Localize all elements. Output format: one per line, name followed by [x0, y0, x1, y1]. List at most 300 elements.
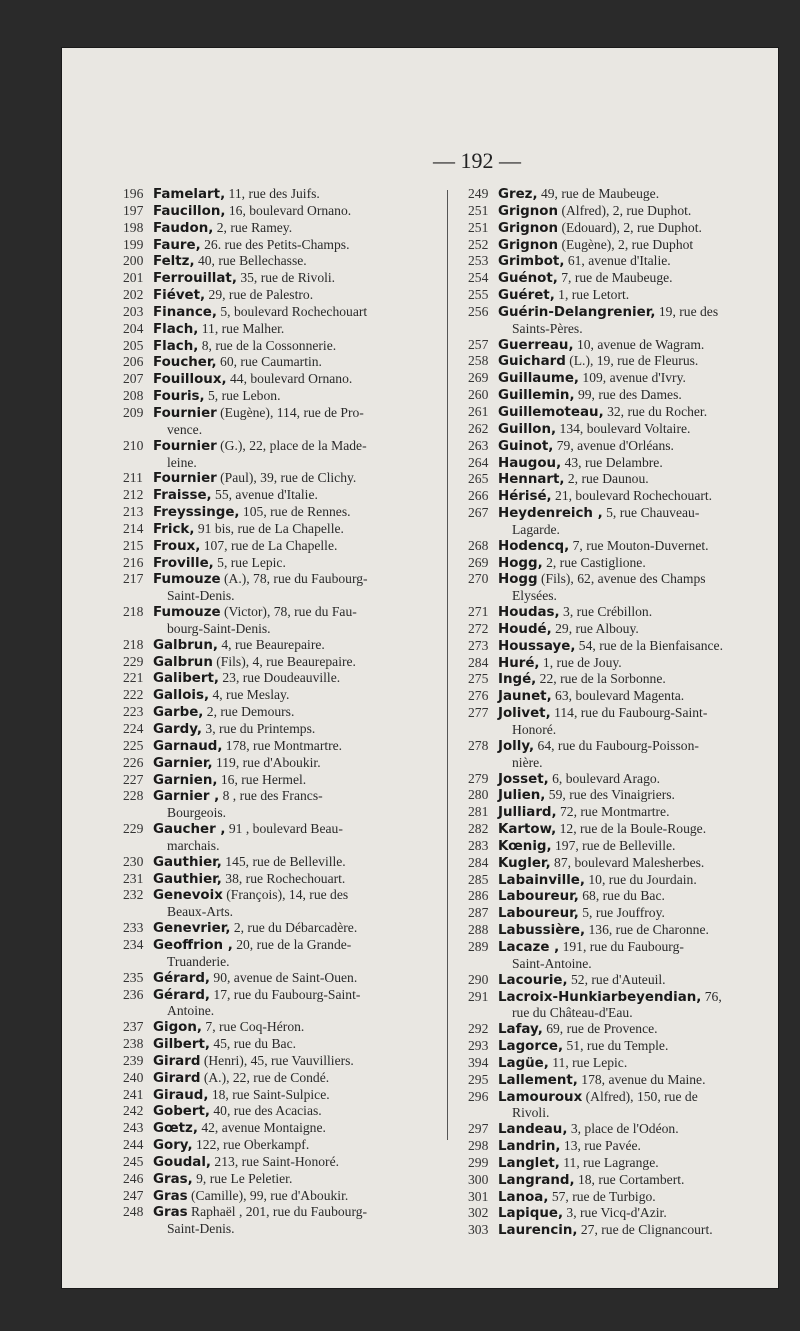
- directory-entry: [123, 821, 435, 854]
- entry-number: 273: [468, 637, 489, 653]
- entry-text: [153, 1103, 435, 1120]
- entry-text: [153, 1154, 435, 1171]
- entry-name: Genevrier,: [153, 921, 231, 937]
- entry-address: 61, avenue d'Italie.: [564, 253, 671, 269]
- entry-number: 257: [468, 336, 489, 352]
- entry-number: 287: [468, 905, 489, 921]
- entry-number: 224: [123, 721, 144, 736]
- entry-text: [153, 220, 435, 237]
- directory-entry: [123, 538, 435, 555]
- entry-text: [153, 687, 435, 704]
- entry-address: 213, rue Saint-Honoré.: [211, 1153, 340, 1169]
- entry-text: [153, 405, 435, 438]
- entry-text: [153, 670, 435, 687]
- entry-address: 5, rue Lepic.: [213, 554, 286, 570]
- entry-name: Haugou,: [498, 455, 562, 471]
- directory-entry: [468, 1072, 788, 1089]
- entry-text: [153, 1070, 435, 1087]
- entry-name: Grez,: [498, 187, 538, 202]
- entry-number: 260: [468, 387, 489, 403]
- entry-address: 99, rue des Dames.: [574, 387, 682, 403]
- entry-name: Hennart,: [498, 472, 565, 488]
- directory-entry: [468, 1021, 788, 1038]
- entry-name: Jolivet,: [498, 706, 551, 722]
- entry-name: Guillemoteau,: [498, 404, 604, 420]
- entry-address: 3, rue Vicq-d'Azir.: [563, 1205, 667, 1221]
- entry-text: [498, 638, 788, 655]
- entry-name: Galbrun: [153, 654, 213, 670]
- entry-number: 302: [468, 1205, 489, 1221]
- entry-name: Gaucher ,: [153, 822, 226, 838]
- entry-address: 72, rue Montmartre.: [556, 804, 670, 820]
- entry-name: Galbrun,: [153, 637, 218, 653]
- entry-number: 291: [468, 988, 489, 1004]
- entry-address: 119, rue d'Aboukir.: [212, 754, 321, 770]
- entry-address: 11, rue Lagrange.: [559, 1154, 659, 1170]
- entry-name: Gigon,: [153, 1020, 202, 1036]
- entry-name: Gérard,: [153, 987, 210, 1003]
- entry-number: 217: [123, 571, 144, 587]
- entry-number: 213: [123, 504, 144, 520]
- directory-entry: [123, 854, 435, 871]
- entry-address: 45, rue du Bac.: [209, 1036, 297, 1052]
- entry-text: [153, 1120, 435, 1137]
- directory-entry: [123, 371, 435, 388]
- entry-number: 245: [123, 1153, 144, 1169]
- entry-address: (François), 14, rue des: [222, 887, 349, 903]
- directory-entry: [468, 438, 788, 455]
- entry-number: 214: [123, 520, 144, 536]
- entry-number: 288: [468, 922, 489, 938]
- entry-address: 55, avenue d'Italie.: [211, 487, 318, 503]
- entry-name: Laboureur,: [498, 906, 579, 922]
- entry-address-continuation: Saints-Pères.: [512, 320, 583, 336]
- page-number: — 192 —: [433, 148, 521, 173]
- entry-number: 230: [123, 853, 144, 869]
- entry-number: 199: [123, 236, 144, 252]
- entry-number: 246: [123, 1170, 144, 1186]
- entry-text: [498, 872, 788, 889]
- directory-entry: [123, 987, 435, 1020]
- entry-address: 3, rue Crébillon.: [559, 604, 653, 620]
- entry-name: Houssaye,: [498, 638, 576, 654]
- entry-name: Kugler,: [498, 855, 551, 871]
- entry-name: Grignon: [498, 203, 559, 219]
- directory-entry: [468, 821, 788, 838]
- entry-name: Fournier: [153, 471, 217, 487]
- entry-name: Ingé,: [498, 672, 537, 688]
- directory-entry: [468, 888, 788, 905]
- entry-address: 12, rue de la Boule-Rouge.: [556, 821, 707, 837]
- entry-name: Langrand,: [498, 1172, 575, 1188]
- entry-text: [498, 404, 788, 421]
- directory-entry: [123, 1053, 435, 1070]
- entry-address: 11, rue Malher.: [198, 320, 285, 336]
- directory-entry: [468, 922, 788, 939]
- directory-entry: [123, 487, 435, 504]
- entry-number: 262: [468, 420, 489, 436]
- directory-entry: [123, 388, 435, 405]
- directory-entry: [468, 872, 788, 889]
- directory-entry: [468, 989, 788, 1022]
- entry-name: Finance,: [153, 304, 217, 320]
- entry-address: 29, rue de Palestro.: [205, 287, 314, 303]
- directory-entry: [123, 438, 435, 471]
- entry-address: 68, rue du Bac.: [578, 888, 665, 904]
- directory-entry: [123, 738, 435, 755]
- entry-number: 226: [123, 754, 144, 770]
- entry-address-continuation: Beaux-Arts.: [167, 904, 234, 920]
- directory-entry: [123, 504, 435, 521]
- directory-entry: [468, 404, 788, 421]
- directory-entry: [468, 688, 788, 705]
- directory-entry: [123, 186, 435, 203]
- directory-entry: [123, 1103, 435, 1120]
- entry-number: 251: [468, 219, 489, 235]
- entry-number: 271: [468, 604, 489, 620]
- entry-address: 16, boulevard Ornano.: [225, 202, 352, 218]
- directory-entry: [123, 1019, 435, 1036]
- entry-number: 280: [468, 787, 489, 803]
- directory-entry: [468, 972, 788, 989]
- directory-entry: [468, 220, 788, 237]
- entry-address: 40, rue Bellechasse.: [194, 253, 307, 269]
- entry-name: Ferrouillat,: [153, 271, 237, 287]
- entry-name: Fournier: [153, 405, 217, 421]
- entry-address: 35, rue de Rivoli.: [236, 270, 336, 286]
- entry-text: [153, 987, 435, 1020]
- entry-text: [153, 388, 435, 405]
- entry-text: [153, 371, 435, 388]
- entry-name: Gory,: [153, 1138, 193, 1154]
- entry-name: Landeau,: [498, 1122, 568, 1138]
- entry-name: Grignon: [498, 220, 559, 236]
- entry-text: [498, 505, 788, 538]
- entry-text: [498, 421, 788, 438]
- entry-address: 145, rue de Belleville.: [221, 853, 346, 869]
- entry-number: 267: [468, 505, 489, 521]
- directory-entry: [468, 488, 788, 505]
- entry-number: 296: [468, 1088, 489, 1104]
- entry-address: 105, rue de Rennes.: [239, 504, 351, 520]
- entry-number: 289: [468, 938, 489, 954]
- entry-number: 209: [123, 404, 144, 420]
- directory-entry: [123, 654, 435, 671]
- entry-name: Fumouze: [153, 605, 221, 621]
- entry-text: [498, 337, 788, 354]
- entry-address: 7, rue Coq-Héron.: [202, 1019, 305, 1035]
- entry-number: 210: [123, 437, 144, 453]
- directory-entry: [468, 337, 788, 354]
- directory-entry: [123, 788, 435, 821]
- directory-entry: [468, 387, 788, 404]
- entry-text: [153, 1036, 435, 1053]
- entry-number: 208: [123, 388, 144, 404]
- entry-number: 255: [468, 287, 489, 303]
- entry-text: [498, 220, 788, 237]
- entry-text: [153, 354, 435, 371]
- entry-number: 228: [123, 788, 144, 804]
- entry-name: Guillaume,: [498, 371, 579, 387]
- entry-number: 281: [468, 804, 489, 820]
- entry-name: Houdas,: [498, 605, 560, 621]
- entry-address: (Edouard), 2, rue Duphot.: [558, 219, 702, 235]
- entry-address: (Paul), 39, rue de Clichy.: [216, 470, 357, 486]
- entry-address-continuation: Saint-Antoine.: [512, 955, 592, 971]
- entry-number: 256: [468, 303, 489, 319]
- entry-name: Genevoix: [153, 888, 223, 904]
- entry-address: 2, rue Castiglione.: [542, 554, 646, 570]
- entry-number: 282: [468, 821, 489, 837]
- directory-entry: [468, 421, 788, 438]
- directory-entry: [468, 1172, 788, 1189]
- entry-number: 284: [468, 654, 489, 670]
- entry-name: Hogg,: [498, 555, 543, 571]
- entry-name: Girard: [153, 1070, 201, 1086]
- entry-number: 229: [123, 653, 144, 669]
- entry-address: 79, avenue d'Orléans.: [553, 437, 674, 453]
- entry-number: 300: [468, 1171, 489, 1187]
- entry-number: 252: [468, 236, 489, 252]
- entry-address-continuation: Lagarde.: [512, 521, 560, 537]
- entry-number: 223: [123, 704, 144, 720]
- directory-entry: [468, 855, 788, 872]
- entry-number: 297: [468, 1121, 489, 1137]
- entry-name: Lafay,: [498, 1022, 543, 1038]
- entry-text: [498, 270, 788, 287]
- entry-text: [498, 571, 788, 604]
- entry-text: [498, 1055, 788, 1072]
- directory-entry: [123, 670, 435, 687]
- entry-number: 283: [468, 837, 489, 853]
- directory-entry: [123, 555, 435, 572]
- entry-text: [153, 788, 435, 821]
- entry-address: (L.), 19, rue de Fleurus.: [565, 353, 699, 369]
- entry-name: Labainville,: [498, 872, 585, 888]
- entry-address: 134, boulevard Voltaire.: [556, 420, 691, 436]
- entry-text: [153, 970, 435, 987]
- right-column: [468, 186, 788, 1239]
- entry-text: [153, 321, 435, 338]
- entry-number: 266: [468, 488, 489, 504]
- entry-text: [153, 487, 435, 504]
- entry-text: [153, 920, 435, 937]
- entry-name: Gardy,: [153, 722, 202, 737]
- entry-name: Gallois,: [153, 688, 210, 704]
- entry-address: 197, rue de Belleville.: [551, 837, 676, 853]
- directory-entry: [468, 538, 788, 555]
- directory-entry: [468, 505, 788, 538]
- entry-text: [498, 186, 788, 203]
- entry-address: (A.), 22, rue de Condé.: [200, 1069, 330, 1085]
- entry-name: Geoffrion ,: [153, 937, 233, 953]
- entry-address: 5, rue Chauveau-: [602, 505, 700, 521]
- directory-entry: [123, 755, 435, 772]
- entry-number: 235: [123, 969, 144, 985]
- entry-number: 200: [123, 253, 144, 269]
- directory-entry: [468, 571, 788, 604]
- entry-number: 292: [468, 1021, 489, 1037]
- entry-name: Lagorce,: [498, 1039, 564, 1055]
- entry-address: 8, rue de la Cossonnerie.: [198, 337, 337, 353]
- entry-text: [498, 821, 788, 838]
- entry-text: [498, 253, 788, 270]
- entry-address-continuation: Honoré.: [512, 722, 557, 737]
- entry-text: [498, 939, 788, 972]
- entry-number: 264: [468, 454, 489, 470]
- directory-entry: [123, 405, 435, 438]
- entry-address: (Fils), 4, rue Beaurepaire.: [212, 653, 356, 669]
- directory-entry: [468, 1155, 788, 1172]
- entry-number: 229: [123, 821, 144, 837]
- entry-number: 225: [123, 737, 144, 753]
- entry-text: [498, 370, 788, 387]
- entry-address: (Alfred), 2, rue Duphot.: [558, 202, 692, 218]
- entry-name: Lacroix-Hunkiarbeyendian,: [498, 989, 702, 1005]
- directory-entry: [123, 970, 435, 987]
- directory-entry: [123, 253, 435, 270]
- entry-address: 43, rue Delambre.: [561, 454, 663, 470]
- entry-number: 293: [468, 1038, 489, 1054]
- entry-name: Lallement,: [498, 1072, 578, 1088]
- directory-entry: [123, 1137, 435, 1154]
- directory-entry: [123, 571, 435, 604]
- entry-text: [498, 888, 788, 905]
- entry-address: 2, rue Demours.: [203, 704, 295, 720]
- entry-text: [498, 471, 788, 488]
- entry-address: 122, rue Oberkampf.: [192, 1137, 310, 1153]
- entry-text: [498, 304, 788, 337]
- entry-text: [153, 738, 435, 755]
- entry-number: 258: [468, 353, 489, 369]
- entry-text: [153, 287, 435, 304]
- entry-number: 216: [123, 554, 144, 570]
- entry-text: [153, 504, 435, 521]
- entry-text: [153, 604, 435, 637]
- directory-entry: [123, 937, 435, 970]
- directory-entry: [123, 1188, 435, 1205]
- entry-address-continuation: Saint-Denis.: [167, 1221, 235, 1237]
- directory-entry: [123, 287, 435, 304]
- entry-address: 1, rue de Jouy.: [539, 654, 622, 670]
- directory-entry: [123, 687, 435, 704]
- entry-address: 4, rue Beaurepaire.: [217, 636, 325, 652]
- entry-name: Landrin,: [498, 1139, 561, 1155]
- directory-entry: [123, 521, 435, 538]
- directory-entry: [123, 1070, 435, 1087]
- entry-text: [498, 655, 788, 672]
- entry-name: Hérisé,: [498, 489, 552, 505]
- entry-address: 91 bis, rue de La Chapelle.: [194, 520, 344, 536]
- directory-entry: [468, 1055, 788, 1072]
- entry-name: Froville,: [153, 555, 214, 571]
- entry-text: [498, 1155, 788, 1172]
- entry-text: [153, 1204, 435, 1237]
- entry-address-continuation: Antoine.: [167, 1003, 215, 1019]
- entry-address: 52, rue d'Auteuil.: [567, 971, 666, 987]
- entry-address-continuation: Rivoli.: [512, 1105, 550, 1121]
- entry-address: 5, rue Jouffroy.: [578, 905, 665, 921]
- directory-entry: [123, 203, 435, 220]
- directory-entry: [468, 353, 788, 370]
- entry-name: Faure,: [153, 237, 201, 253]
- entry-number: 268: [468, 537, 489, 553]
- entry-name: Flach,: [153, 338, 199, 354]
- entry-number: 394: [468, 1054, 489, 1070]
- entry-address: 42, avenue Montaigne.: [197, 1120, 326, 1136]
- entry-address: 1, rue Letort.: [554, 287, 630, 303]
- entry-name: Fouris,: [153, 389, 205, 405]
- entry-name: Lanoa,: [498, 1189, 549, 1205]
- entry-number: 276: [468, 688, 489, 704]
- directory-entry: [468, 203, 788, 220]
- entry-name: Hodencq,: [498, 538, 570, 554]
- entry-text: [498, 787, 788, 804]
- directory-entry: [468, 939, 788, 972]
- directory-entry: [123, 887, 435, 920]
- left-column: [123, 186, 435, 1237]
- entry-text: [153, 871, 435, 888]
- entry-name: Garnier ,: [153, 789, 220, 805]
- entry-name: Guinot,: [498, 438, 554, 454]
- entry-address: 109, avenue d'Ivry.: [579, 370, 686, 386]
- entry-address: 54, rue de la Bienfaisance.: [575, 637, 723, 653]
- entry-text: [153, 937, 435, 970]
- entry-address: (Henri), 45, rue Vauvilliers.: [200, 1052, 354, 1068]
- entry-text: [153, 304, 435, 321]
- entry-address-continuation: Truanderie.: [167, 953, 230, 969]
- entry-text: [153, 1137, 435, 1154]
- entry-text: [498, 387, 788, 404]
- entry-number: 278: [468, 737, 489, 753]
- entry-number: 290: [468, 971, 489, 987]
- entry-number: 284: [468, 854, 489, 870]
- entry-name: Guéret,: [498, 288, 555, 304]
- entry-number: 239: [123, 1052, 144, 1068]
- entry-address: 40, rue des Acacias.: [209, 1103, 322, 1119]
- entry-address: 64, rue du Faubourg-Poisson-: [534, 737, 699, 753]
- directory-entry: [123, 1154, 435, 1171]
- entry-number: 275: [468, 671, 489, 687]
- entry-number: 241: [123, 1086, 144, 1102]
- entry-address: 7, rue de Maubeuge.: [557, 270, 673, 286]
- entry-number: 279: [468, 770, 489, 786]
- entry-name: Huré,: [498, 655, 540, 671]
- entry-text: [153, 721, 435, 738]
- entry-number: 269: [468, 554, 489, 570]
- directory-entry: [468, 1222, 788, 1239]
- entry-text: [498, 438, 788, 455]
- entry-name: Lamouroux: [498, 1089, 583, 1105]
- entry-address-continuation: leine.: [167, 454, 197, 470]
- entry-name: Hogg: [498, 572, 538, 588]
- entry-number: 251: [468, 202, 489, 218]
- directory-entry: [468, 804, 788, 821]
- entry-name: Guillon,: [498, 421, 557, 437]
- entry-address: 18, rue Saint-Sulpice.: [208, 1086, 330, 1102]
- directory-entry: [123, 772, 435, 789]
- directory-entry: [468, 555, 788, 572]
- entry-text: [153, 654, 435, 671]
- entry-address: 87, boulevard Malesherbes.: [550, 854, 705, 870]
- entry-address: (Eugène), 2, rue Duphot: [558, 236, 694, 252]
- entry-number: 232: [123, 887, 144, 903]
- entry-number: 198: [123, 219, 144, 235]
- directory-entry: [468, 471, 788, 488]
- entry-name: Guichard: [498, 354, 566, 370]
- entry-text: [153, 1087, 435, 1104]
- entry-address: 57, rue de Turbigo.: [548, 1188, 656, 1204]
